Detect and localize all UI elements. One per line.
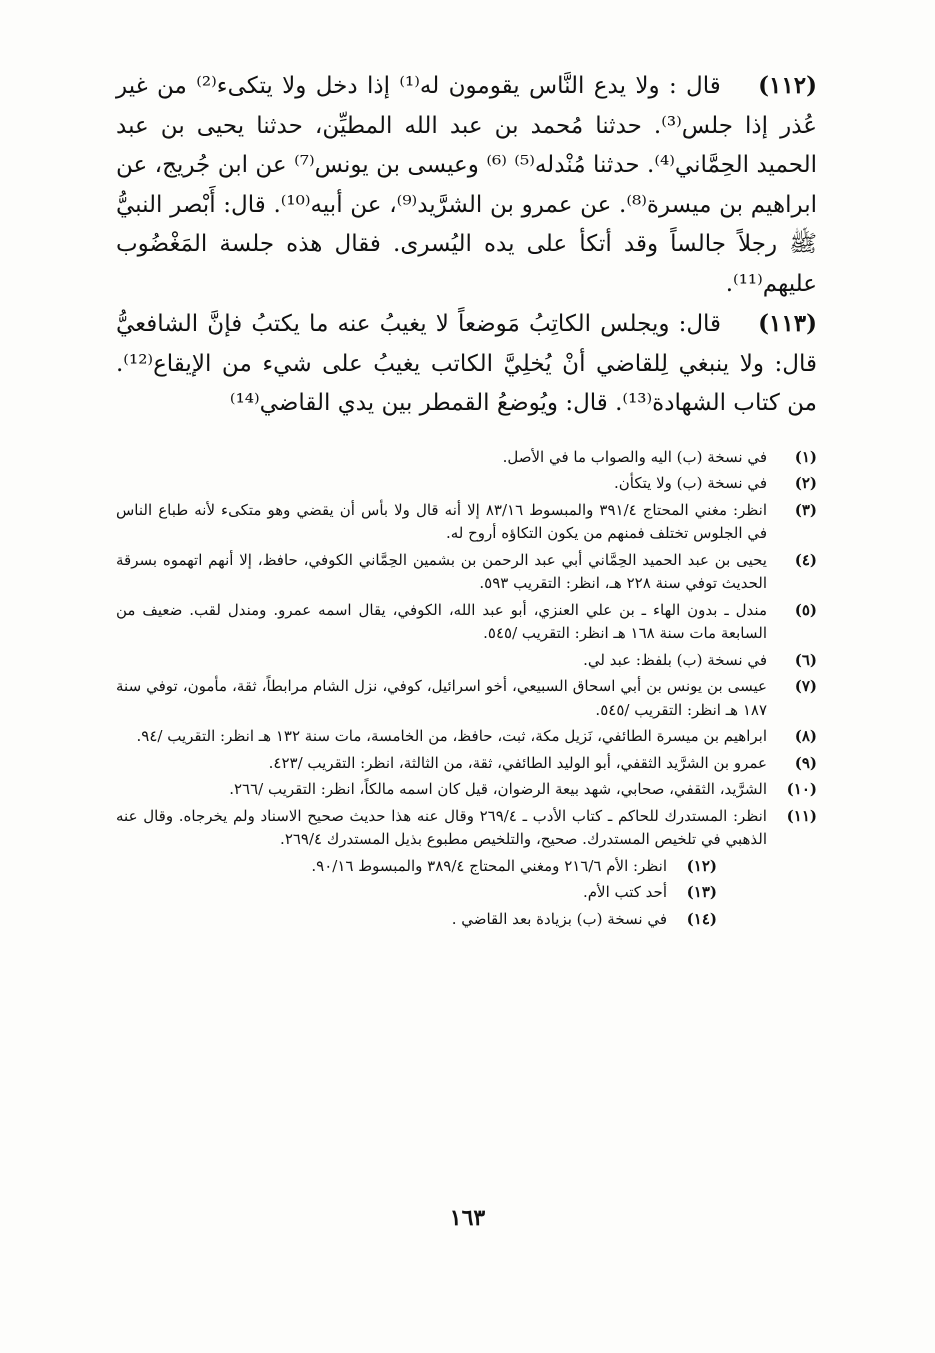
footnote-13: (١٣) أحد كتب الأم. bbox=[582, 883, 717, 901]
footnote-5: (٥) مندل ـ بدون الهاء ـ بن علي العنزي، أبو عبد الله، الكوفي، يقال اسمه عمرو. ومندل لقب. ضعيف من السابعة مات سنة ١٦٨ هـ انظر: التقريب /٥٤٥. bbox=[116, 600, 817, 642]
footnote-11: (١١) انظر: المستدرك للحاكم ـ كتاب الأدب ـ ٢٦٩/٤ وقال عنه هذا حديث صحيح الاسناد ولم يخرجاه. وقال عنه الذهبي في تلخيص المستدرك. صحيح، والتلخيص مطبوع بذيل المستدرك ٢٦٩/٤. bbox=[116, 806, 817, 848]
paragraph-text: قال: ويجلس الكاتِبُ مَوضعاً لا يغيبُ عنه ما يكتبُ فإنَّ الشافعيُّ قال: ولا ينبغي لِلقاضي أنْ يُخلِيَّ الكاتب يغيبُ على شيء من الإيقاع⁽¹²⁾. من كتاب الشهادة⁽¹³⁾. قال: ويُوضعُ القمطر بين يدي القاضي⁽¹⁴⁾ bbox=[116, 311, 817, 416]
page-number: ١٦٣ bbox=[449, 1205, 486, 1231]
footnote-14: (١٤) في نسخة (ب) بزيادة بعد القاضي . bbox=[451, 909, 717, 928]
main-text bbox=[116, 66, 817, 424]
footnote-7: (٧) عيسى بن يونس بن أبي اسحاق السبيعي، أخو اسرائيل، كوفي، نزل الشام مرابطاً، ثقة، مأمون، توفي سنة ١٨٧ هـ انظر: التقريب /٥٤٥. bbox=[116, 677, 817, 719]
footnote-1: (١) في نسخة (ب) اليه والصواب ما في الأصل. bbox=[502, 447, 817, 466]
paragraph-text: قال : ولا يدع النَّاس يقومون له⁽¹⁾ إذا دخل ولا يتكىء⁽²⁾ من غير عُذر إذا جلس⁽³⁾. حدثنا مُحمد بن عبد الله المطيِّن، حدثنا يحيى بن عبد الحميد الحِمَّاني⁽⁴⁾. حدثنا مُنْدله⁽⁵⁾ ⁽⁶⁾ وعيسى بن يونس⁽⁷⁾ عن ابن جُريج، عن ابراهيم بن ميسرة⁽⁸⁾. عن عمرو بن الشرَّيد⁽⁹⁾، عن أبيه⁽¹⁰⁾. قال: أَبْصر النبيُّ ﷺ رجلاً جالساً وقد أتكأ على يده اليُسرى. فقال هذه جلسة المَغْضُوب عليهم⁽¹¹⁾. bbox=[116, 73, 818, 297]
paragraph-113 bbox=[116, 304, 817, 424]
footnote-3: (٣) انظر: مغني المحتاج ٣٩١/٤ والمبسوط ٨٣/١٦ إلا أنه قال ولا بأس أن يقضي وهو متكىء لأنه طباع الناس في الجلوس تختلف فمنهم من يكون التكاؤه أروح له. bbox=[116, 500, 817, 542]
footnotes bbox=[116, 446, 817, 932]
footnote-4: (٤) يحيى بن عبد الحميد الحِمَّاني أبي عبد الرحمن بن بشمين الحِمَّاني الكوفي، حافظ، إلا أنهم اتهموه بسرقة الحديث توفي سنة ٢٢٨ هـ، انظر: التقريب ٥٩٣. bbox=[116, 550, 817, 592]
footnote-2: (٢) في نسخة (ب) ولا يتكأن. bbox=[614, 474, 817, 492]
paragraph-number: (١١٢) bbox=[758, 72, 817, 99]
paragraph-112 bbox=[116, 66, 817, 304]
paragraph-number: (١١٣) bbox=[758, 310, 817, 337]
footnote-8: (٨) ابراهيم بن ميسرة الطائفي، نَزيل مكة، ثبت، حافظ، من الخامسة، مات سنة ١٣٢ هـ انظر: التقريب /٩٤. bbox=[136, 727, 817, 745]
footnote-9: (٩) عمرو بن الشرَّيد الثقفي، أبو الوليد الطائفي، ثقة، من الثالثة، انظر: التقريب /٤٢٣. bbox=[268, 753, 817, 772]
footnote-10: (١٠) الشرَّيد، الثقفي، صحابي، شهد بيعة الرضوان، قيل كان اسمه مالكاً، انظر: التقريب /٢٦٦. bbox=[229, 780, 817, 798]
footnote-12: (١٢) انظر: الأم ٢١٦/٦ ومغني المحتاج ٣٨٩/٤ والمبسوط ٩٠/١٦. bbox=[311, 856, 717, 875]
footnote-6: (٦) في نسخة (ب) بلفظ: عبد لي. bbox=[583, 650, 817, 669]
